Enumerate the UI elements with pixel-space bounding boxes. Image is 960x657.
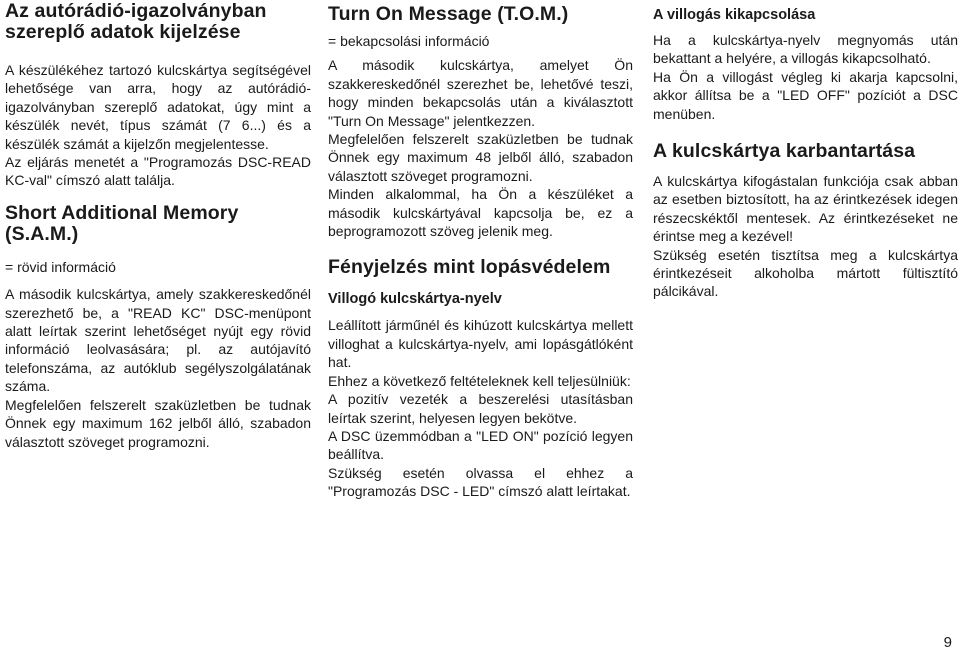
column-right <box>653 0 958 301</box>
flashing-paragraph-2: Ehhez a következő feltételeknek kell teljesülniük: <box>328 372 631 389</box>
flashing-off-paragraph-2: Ha Ön a villogást végleg ki akarja kapcsolni, akkor állítsa be a "LED OFF" pozíciót a DSC menüben. <box>653 68 958 122</box>
display-data-heading: Az autórádió-igazolványban szereplő adatok kijelzése <box>5 0 267 43</box>
column-left <box>5 0 311 451</box>
flashing-paragraph-5: Szükség esetén olvassa el ehhez a "Programozás DSC - LED" címszó alatt leírtakat. <box>328 464 633 500</box>
flashing-off-paragraph-1: Ha a kulcskártya-nyelv megnyomás után bekattant a helyére, a villogás kikapcsolható. <box>653 32 958 67</box>
turn-on-message-definition: = bekapcsolási információ <box>328 33 490 49</box>
column-middle <box>328 0 633 501</box>
flashing-paragraph-4: A DSC üzemmódban a "LED ON" pozíció legyen beállítva. <box>328 427 633 463</box>
page-number: 9 <box>943 634 952 651</box>
flashing-off-subheading: A villogás kikapcsolása <box>653 7 816 23</box>
turn-on-message-paragraph-2: Megfelelően felszerelt szaküzletben be tudnak Önnek egy maximum 48 jelből álló, szabadon választott szöveget programozni. <box>328 131 633 184</box>
flashing-paragraph-3: A pozitív vezeték a beszerelési utasításban leírtak szerint, helyesen legyen bekötve. <box>328 391 633 426</box>
flashing-tongue-subheading: Villogó kulcskártya-nyelv <box>328 291 502 308</box>
turn-on-message-paragraph-3: Minden alkalommal, ha Ön a készüléket a második kulcskártyával kapcsolja be, ez a beprogramozott szöveg jelenik meg. <box>328 186 633 240</box>
keycard-maintenance-heading: A kulcskártya karbantartása <box>653 140 916 163</box>
turn-on-message-heading: Turn On Message (T.O.M.) <box>328 3 569 25</box>
turn-on-message-paragraph-1: A második kulcskártya, amelyet Ön szakkereskedőnél szerezhet be, lehetővé teszi, hogy minden bekapcsolás után a kiválasztott "Turn On Message" jelentkezzen. <box>328 57 633 129</box>
short-memory-paragraph-2: Megfelelően felszerelt szaküzletben be tudnak Önnek egy maximum 162 jelből álló, szabadon választott szöveget programozni. <box>5 396 311 450</box>
short-memory-heading: Short Additional Memory (S.A.M.) <box>5 201 239 245</box>
flashing-paragraph-1: Leállított járműnél és kihúzott kulcskártya mellett villoghat a kulcskártya-nyelv, ami lopásgátlóként hat. <box>328 317 633 371</box>
anti-theft-light-heading: Fényjelzés mint lopásvédelem <box>328 256 611 279</box>
maintenance-paragraph-1: A kulcskártya kifogástalan funkciója csak abban az esetben biztosított, ha az érintkezések idegen részecskéktől mentesek. Az érintkezéseket ne érintse meg a kezével! <box>653 173 958 245</box>
display-data-reference: Az eljárás menetét a "Programozás DSC-READ KC-val" címszó alatt találja. <box>5 154 311 189</box>
maintenance-paragraph-2: Szükség esetén tisztítsa meg a kulcskártya érintkezéseit alkoholba mártott fültisztító pálcikával. <box>653 246 958 300</box>
display-data-intro: A készülékéhez tartozó kulcskártya segítségével lehetősége van arra, hogy az autórádió-igazolványban szereplő adatokat, úgy mint a készülék nevét, típus számát (7 6...) és a készülék számát a kijelzőn megjelentesse. <box>5 62 311 152</box>
short-memory-paragraph-1: A második kulcskártya, amely szakkereskedőnél szerezhető be, a "READ KC" DSC-menüpont alatt leírtak szerint lehetőséget nyújt egy rövid információ leolvasására; pl. az autójavító telefonszáma, az autóklub segélyszolgálatának száma. <box>5 286 311 395</box>
short-memory-definition: = rövid információ <box>5 258 116 275</box>
